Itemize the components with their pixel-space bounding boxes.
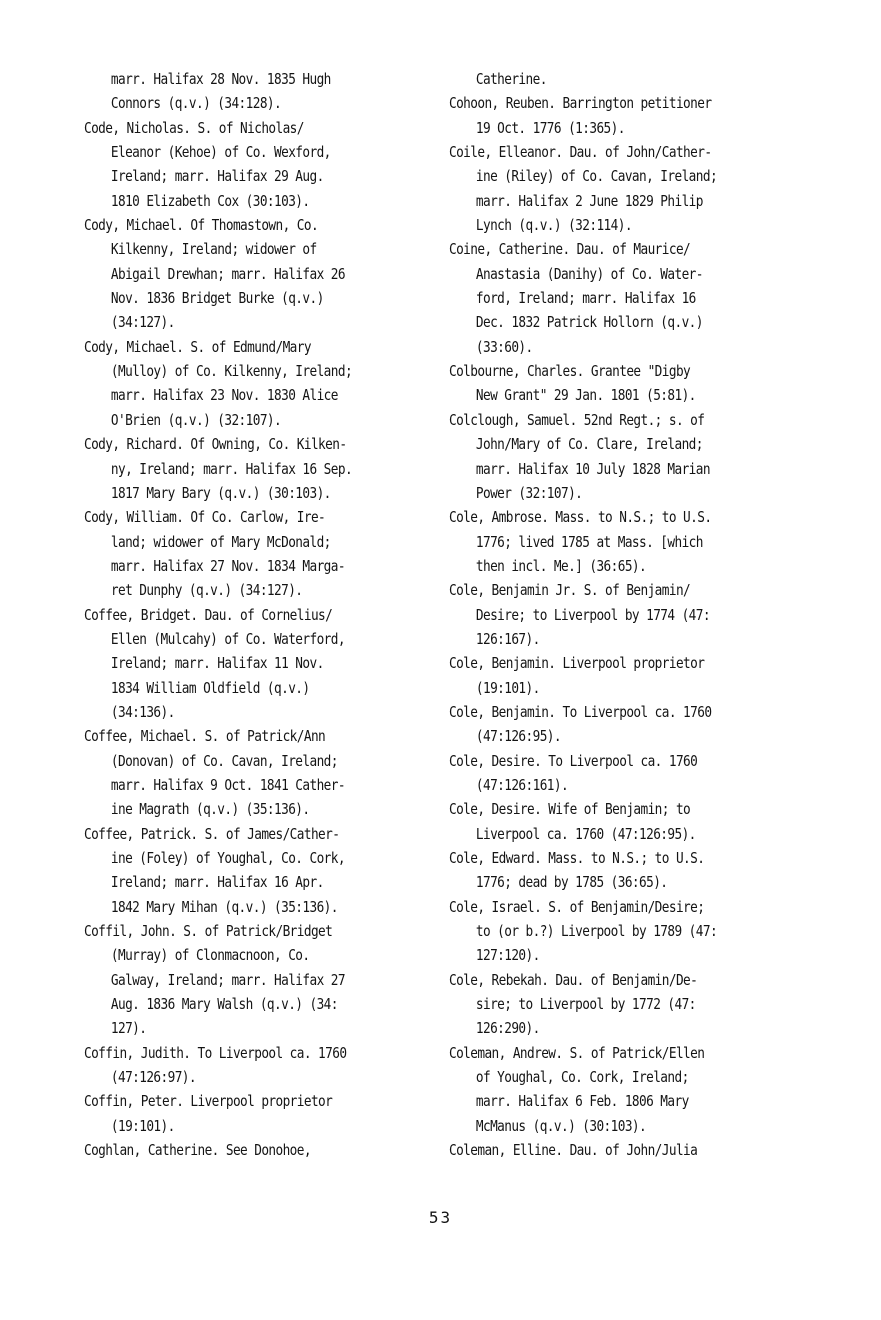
entry-line: marr. Halifax 28 Nov. 1835 Hugh <box>110 70 331 88</box>
entry-line: (19:101). <box>110 1116 175 1135</box>
entry <box>84 919 403 1041</box>
entry-line: Liverpool ca. 1760 (47:126:95). <box>475 824 696 843</box>
entry-line: (Donovan) of Co. Cavan, Ireland; <box>110 751 338 770</box>
entry <box>449 237 819 359</box>
entry-line: Coffee, Patrick. S. of James/Cather- <box>84 824 340 843</box>
entry-line: ine (Riley) of Co. Cavan, Ireland; <box>475 167 718 186</box>
entry-line: Coffee, Michael. S. of Patrick/Ann <box>84 727 326 746</box>
entry-line: Coleman, Andrew. S. of Patrick/Ellen <box>449 1043 705 1062</box>
entry-line: Cole, Benjamin Jr. S. of Benjamin/ <box>449 581 691 600</box>
entry <box>449 895 819 968</box>
entry-line: Cole, Benjamin. Liverpool proprietor <box>449 654 705 673</box>
entry <box>449 797 819 846</box>
left-column <box>84 67 403 1162</box>
page-number: 53 <box>428 1208 453 1227</box>
entry-line: 127:120). <box>475 946 540 965</box>
entry-line: Desire; to Liverpool by 1774 (47: <box>475 605 710 624</box>
entry <box>449 91 819 140</box>
entry-line: Cole, Ambrose. Mass. to N.S.; to U.S. <box>449 508 712 527</box>
entry-line: ine Magrath (q.v.) (35:136). <box>110 800 310 819</box>
entry-line: marr. Halifax 9 Oct. 1841 Cather- <box>110 775 345 794</box>
entry-line: 1842 Mary Mihan (q.v.) (35:136). <box>110 897 338 916</box>
entry-line: Coghlan, Catherine. See Donohoe, <box>84 1141 311 1160</box>
entry-line: Cole, Rebekah. Dau. of Benjamin/De- <box>449 970 698 989</box>
entry-line: ford, Ireland; marr. Halifax 16 <box>475 289 696 308</box>
entry-line: (19:101). <box>475 678 540 697</box>
entry <box>449 578 819 651</box>
entry-line: 1817 Mary Bary (q.v.) (30:103). <box>110 483 331 502</box>
entry-line: to (or b.?) Liverpool by 1789 (47: <box>475 922 718 941</box>
entry-line: ine (Foley) of Youghal, Co. Cork, <box>110 849 345 867</box>
entry-line: Ellen (Mulcahy) of Co. Waterford, <box>110 629 345 648</box>
entry-continuation <box>449 67 819 91</box>
entry-line: Ireland; marr. Halifax 11 Nov. <box>110 654 324 673</box>
entry-line: Code, Nicholas. S. of Nicholas/ <box>84 118 304 137</box>
entry-line: Ireland; marr. Halifax 29 Aug. <box>110 167 324 186</box>
entry <box>84 822 403 919</box>
entry <box>449 700 819 749</box>
entry-line: Ireland; marr. Halifax 16 Apr. <box>110 873 324 892</box>
entry <box>449 359 819 408</box>
entry-line: O'Brien (q.v.) (32:107). <box>110 410 282 429</box>
entry-line: (Mulloy) of Co. Kilkenny, Ireland; <box>110 362 353 381</box>
entry-line: Coffin, Peter. Liverpool proprietor <box>84 1092 333 1111</box>
entry-line: 1776; lived 1785 at Mass. [which <box>475 532 703 551</box>
entry-line: then incl. Me.] (36:65). <box>475 556 647 575</box>
entry-line: Aug. 1836 Mary Walsh (q.v.) (34: <box>110 995 338 1014</box>
entry-line: Cole, Israel. S. of Benjamin/Desire; <box>449 897 705 916</box>
entry <box>449 505 819 578</box>
entry-line: 1834 William Oldfield (q.v.) <box>110 678 310 697</box>
entry <box>449 1041 819 1138</box>
entry <box>84 432 403 505</box>
entry-line: land; widower of Mary McDonald; <box>110 532 331 551</box>
entry <box>84 603 403 725</box>
entry-line: marr. Halifax 2 June 1829 Philip <box>475 191 703 210</box>
entry-line: New Grant" 29 Jan. 1801 (5:81). <box>475 386 696 405</box>
entry-line: Cole, Desire. Wife of Benjamin; to <box>449 800 691 819</box>
entry-line: Connors (q.v.) (34:128). <box>110 94 282 113</box>
entry-line: Coffil, John. S. of Patrick/Bridget <box>84 922 333 941</box>
entry <box>84 213 403 335</box>
entry-line: marr. Halifax 23 Nov. 1830 Alice <box>110 386 338 405</box>
entry-line: marr. Halifax 10 July 1828 Marian <box>475 459 710 478</box>
entry-line: Cody, Michael. S. of Edmund/Mary <box>84 337 311 356</box>
entry <box>84 1041 403 1090</box>
entry-line: 1776; dead by 1785 (36:65). <box>475 873 668 892</box>
entry-line: 1810 Elizabeth Cox (30:103). <box>110 191 310 210</box>
entry <box>84 1089 403 1138</box>
entry-line: (Murray) of Clonmacnoon, Co. <box>110 946 310 965</box>
entry <box>449 140 819 237</box>
entry-line: Coine, Catherine. Dau. of Maurice/ <box>449 240 691 259</box>
entry-line: Coffin, Judith. To Liverpool ca. 1760 <box>84 1043 347 1062</box>
entry-line: marr. Halifax 27 Nov. 1834 Marga- <box>110 556 345 575</box>
entry-line: (47:126:97). <box>110 1068 196 1087</box>
entry-line: 19 Oct. 1776 (1:365). <box>475 118 625 137</box>
entry-line: John/Mary of Co. Clare, Ireland; <box>475 435 703 454</box>
entry <box>449 846 819 895</box>
entry-line: Galway, Ireland; marr. Halifax 27 <box>110 970 345 989</box>
entry-line: 126:167). <box>475 629 540 648</box>
entry-continuation <box>84 67 403 116</box>
entry <box>84 116 403 213</box>
entry-line: Kilkenny, Ireland; widower of <box>110 240 317 259</box>
entry <box>84 505 403 602</box>
entry-line: Anastasia (Danihy) of Co. Water- <box>475 264 703 283</box>
entry-line: Coile, Elleanor. Dau. of John/Cather- <box>449 143 712 162</box>
entry <box>449 1138 819 1162</box>
entry <box>84 1138 403 1162</box>
entry-line: ret Dunphy (q.v.) (34:127). <box>110 581 303 600</box>
entry-line: 126:290). <box>475 1019 540 1038</box>
entry-line: (47:126:95). <box>475 727 561 746</box>
entry-line: Cole, Benjamin. To Liverpool ca. 1760 <box>449 702 712 721</box>
entry-line: marr. Halifax 6 Feb. 1806 Mary <box>475 1092 689 1111</box>
entry-line: (34:127). <box>110 313 175 332</box>
entry-line: Nov. 1836 Bridget Burke (q.v.) <box>110 289 324 308</box>
entry-line: Cole, Desire. To Liverpool ca. 1760 <box>449 751 698 770</box>
entry-line: Eleanor (Kehoe) of Co. Wexford, <box>110 143 331 162</box>
entry-line: Abigail Drewhan; marr. Halifax 26 <box>110 264 345 283</box>
entry-line: McManus (q.v.) (30:103). <box>475 1116 647 1135</box>
entry <box>449 968 819 1041</box>
entry-line: Dec. 1832 Patrick Hollorn (q.v.) <box>475 313 703 332</box>
entry-line: Cody, Michael. Of Thomastown, Co. <box>84 216 319 235</box>
entry <box>84 724 403 821</box>
entry-line: (47:126:161). <box>475 775 569 794</box>
entry-line: Coleman, Elline. Dau. of John/Julia <box>449 1141 698 1160</box>
entry <box>84 335 403 432</box>
entry-line: Cody, William. Of Co. Carlow, Ire- <box>84 508 326 527</box>
entry-line: Colclough, Samuel. 52nd Regt.; s. of <box>449 410 705 429</box>
entry-line: Cody, Richard. Of Owning, Co. Kilken- <box>84 435 347 454</box>
entry-line: 127). <box>110 1019 147 1038</box>
entry-line: Catherine. <box>475 70 547 88</box>
entry-line: Coffee, Bridget. Dau. of Cornelius/ <box>84 605 333 624</box>
entry-line: (34:136). <box>110 702 175 721</box>
entry-line: Cohoon, Reuben. Barrington petitioner <box>449 94 712 113</box>
entry-line: sire; to Liverpool by 1772 (47: <box>475 995 696 1014</box>
entry <box>449 651 819 700</box>
right-column <box>449 67 819 1162</box>
entry-line: Lynch (q.v.) (32:114). <box>475 216 632 235</box>
entry-line: Power (32:107). <box>475 483 583 502</box>
entry-line: (33:60). <box>475 337 533 356</box>
entry-line: Cole, Edward. Mass. to N.S.; to U.S. <box>449 849 705 867</box>
entry <box>449 408 819 505</box>
entry-line: ny, Ireland; marr. Halifax 16 Sep. <box>110 459 353 478</box>
entry-line: of Youghal, Co. Cork, Ireland; <box>475 1068 689 1087</box>
entry <box>449 749 819 798</box>
entry-line: Colbourne, Charles. Grantee "Digby <box>449 362 691 381</box>
